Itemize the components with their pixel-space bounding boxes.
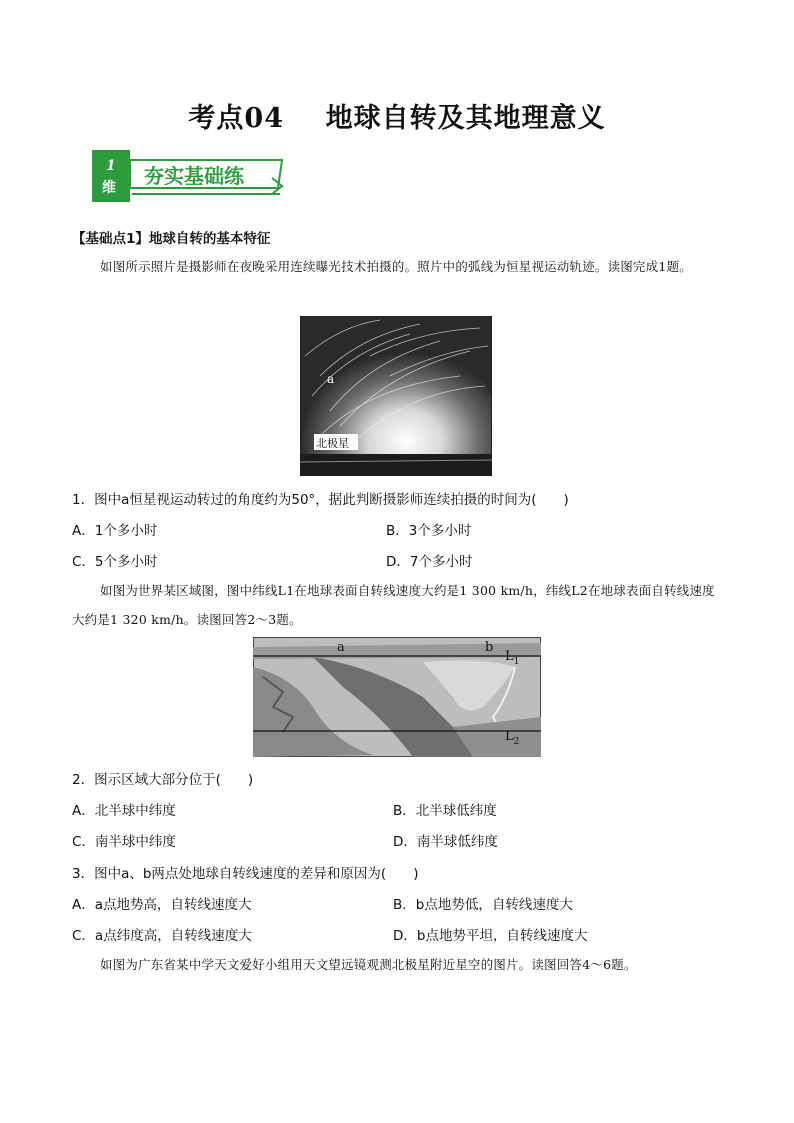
map-label-l1: $L_1$	[505, 649, 520, 667]
question-2-stem: 2．图示区域大部分位于( )	[72, 772, 254, 788]
question-3-stem: 3．图中a、b两点处地球自转线速度的差异和原因为( )	[72, 866, 419, 882]
badge-label: 夯实基础练	[144, 164, 244, 188]
q3-option-b: B．b点地势低，自转线速度大	[393, 897, 573, 913]
q3-option-c: C．a点纬度高，自转线速度大	[72, 928, 252, 944]
badge-unit: 维	[102, 180, 116, 196]
q1-option-b: B．3个多小时	[386, 523, 472, 539]
q2-option-b: B．北半球低纬度	[393, 803, 497, 819]
q2-option-c: C．南半球中纬度	[72, 834, 176, 850]
q2-option-d: D．南半球低纬度	[393, 834, 498, 850]
badge-number: 1	[106, 158, 116, 174]
q2-option-a: A．北半球中纬度	[72, 803, 176, 819]
intro-paragraph-2: 如图为世界某区域图，图中纬线L1在地球表面自转线速度大约是1 300 km/h，纬线L2在地球表面自转线速度大约是1 320 km/h。读图回答2～3题。	[72, 583, 715, 627]
star-trail-photo	[300, 316, 492, 476]
map-label-b: b	[485, 640, 494, 655]
regional-map	[253, 637, 541, 757]
question-1-stem: 1．图中a恒星视运动转过的角度约为50°，据此判断摄影师连续拍摄的时间为( )	[72, 492, 569, 508]
page-title: 考点04 地球自转及其地理意义	[188, 103, 606, 134]
map-label-a: a	[337, 640, 345, 655]
intro-paragraph-1: 如图所示照片是摄影师在夜晚采用连续曝光技术拍摄的。照片中的弧线为恒星视运动轨迹。读图完成1题。	[100, 259, 692, 274]
q3-option-a: A．a点地势高，自转线速度大	[72, 897, 252, 913]
section-badge	[92, 150, 288, 202]
q1-option-a: A．1个多小时	[72, 523, 158, 539]
map-label-l2: $L_2$	[505, 729, 520, 747]
q1-option-c: C．5个多小时	[72, 554, 158, 570]
section-heading: 【基础点1】地球自转的基本特征	[72, 231, 271, 247]
label-a: a	[327, 372, 335, 386]
label-polaris: 北极星	[316, 437, 349, 450]
intro-paragraph-3: 如图为广东省某中学天文爱好小组用天文望远镜观测北极星附近星空的图片。读图回答4～6题。	[100, 957, 637, 972]
q1-option-d: D．7个多小时	[386, 554, 473, 570]
q3-option-d: D．b点地势平坦，自转线速度大	[393, 928, 588, 944]
